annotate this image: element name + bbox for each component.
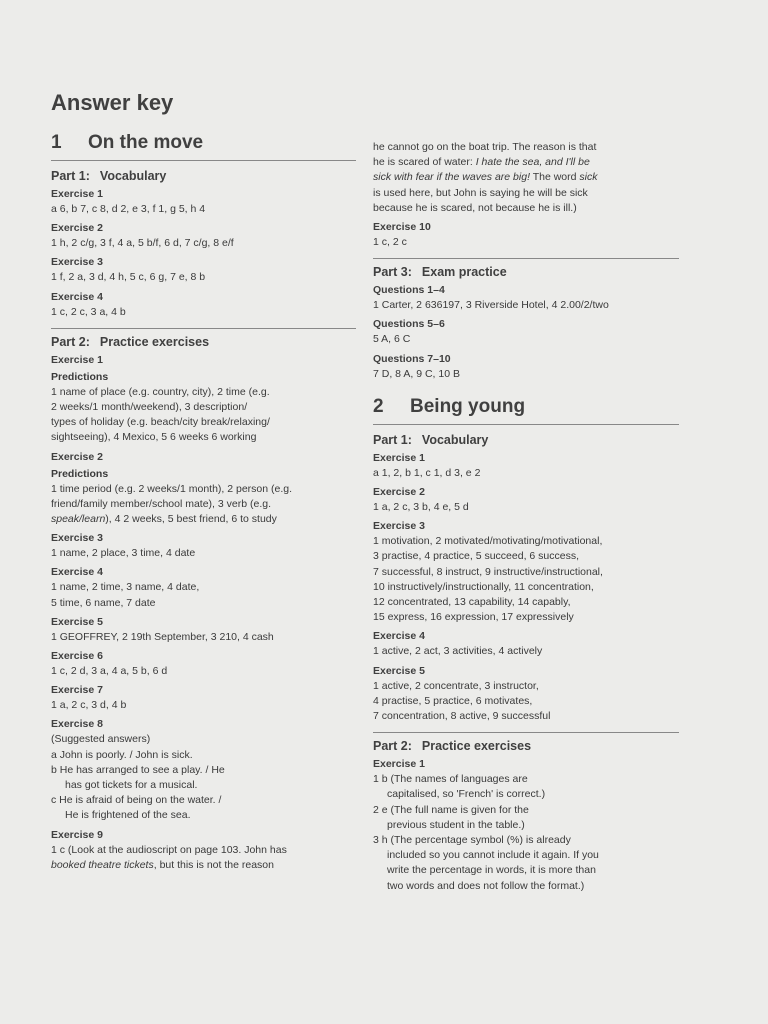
unit-number: 1	[51, 132, 62, 153]
answer-line: c He is afraid of being on the water. /	[51, 794, 222, 807]
answer-line: 1 f, 2 a, 3 d, 4 h, 5 c, 6 g, 7 e, 8 b	[51, 271, 206, 284]
answer-line: capitalised, so 'French' is correct.)	[387, 788, 546, 801]
left-column	[51, 132, 356, 873]
exercise-title: Exercise 4	[373, 630, 425, 643]
part-name: Practice exercises	[421, 739, 532, 754]
exercise-title: Exercise 10	[373, 221, 431, 234]
exercise-block	[373, 451, 679, 481]
answer-line: a 6, b 7, c 8, d 2, e 3, f 1, g 5, h 4	[51, 203, 206, 215]
exercise-block	[51, 221, 356, 251]
exercise-title: Exercise 1	[373, 758, 425, 771]
answer-text: ), 4 2 weeks, 5 best friend, 6 to study	[105, 513, 277, 526]
answer-text: , but this is not the reason	[153, 858, 274, 871]
exercise-block	[373, 519, 679, 625]
answer-line: he cannot go on the boat trip. The reason is that	[373, 141, 597, 153]
exercise-title: Exercise 2	[51, 450, 103, 463]
answer-line: 3 practise, 4 practice, 5 succeed, 6 success,	[373, 550, 580, 563]
exercise-answers	[51, 385, 356, 446]
answer-line: types of holiday (e.g. beach/city break/relaxing/	[51, 416, 270, 429]
answer-text: The word	[529, 171, 580, 184]
part-label: Part 2:	[51, 334, 90, 349]
answer-line: 1 a, 2 c, 3 d, 4 b	[51, 699, 127, 712]
page-title: Answer key	[51, 90, 174, 115]
exercise-block	[51, 565, 356, 610]
exercise-block	[51, 187, 356, 217]
answer-line: included so you cannot include it again. If you	[387, 849, 599, 862]
answer-text: he is scared of water:	[373, 156, 476, 169]
answer-line: 1 GEOFFREY, 2 19th September, 3 210, 4 cash	[51, 630, 274, 643]
answer-line: 1 name, 2 time, 3 name, 4 date,	[51, 581, 200, 594]
answer-line: 1 c, 2 c	[373, 236, 407, 249]
exercise-title: Exercise 3	[373, 520, 425, 533]
exercise-title: Exercise 1	[51, 188, 103, 200]
answer-line: 1 name, 2 place, 3 time, 4 date	[51, 547, 196, 560]
exercise-title: Exercise 5	[373, 664, 425, 677]
exercise-title: Questions 1–4	[373, 284, 445, 297]
part-name: Vocabulary	[99, 169, 167, 183]
answer-line: sightseeing), 4 Mexico, 5 6 weeks 6 working	[51, 431, 257, 444]
part-heading	[51, 169, 356, 183]
part-heading	[373, 732, 679, 753]
exercise-block	[51, 353, 356, 446]
exercise-block	[51, 615, 356, 645]
exercise-9-continued	[373, 140, 679, 216]
answer-line: 5 time, 6 name, 7 date	[51, 596, 156, 609]
exercise-title: Exercise 4	[51, 566, 103, 579]
exercise-title: Exercise 1	[51, 353, 103, 366]
part-label: Part 2:	[373, 739, 412, 754]
answer-line: 15 express, 16 expression, 17 expressively	[373, 611, 574, 624]
answer-line: 1 a, 2 c, 3 b, 4 e, 5 d	[373, 501, 469, 514]
answer-line: 1 motivation, 2 motivated/motivating/motivational,	[373, 535, 603, 548]
answer-line: 2 weeks/1 month/weekend), 3 description/	[51, 401, 248, 414]
answer-line: 1 name of place (e.g. country, city), 2 time (e.g.	[51, 385, 270, 398]
unit-1-heading	[51, 132, 356, 161]
exercise-block	[373, 283, 679, 313]
part-label: Part 1:	[373, 432, 412, 447]
exercise-block	[51, 255, 356, 285]
exercise-block	[373, 757, 679, 894]
answer-line: 7 concentration, 8 active, 9 successful	[373, 710, 551, 723]
part-name: Vocabulary	[421, 432, 489, 447]
exercise-block	[51, 717, 356, 823]
italic-text: sick	[579, 171, 598, 184]
answer-line: 1 Carter, 2 636197, 3 Riverside Hotel, 4 2.00/2/two	[373, 299, 609, 312]
answer-line: 1 c (Look at the audioscript on page 103. John has	[51, 843, 287, 856]
exercise-title: Exercise 3	[51, 256, 103, 269]
left-part1-exercises	[51, 187, 356, 320]
exercise-answers	[51, 732, 356, 823]
answer-line: 2 e (The full name is given for the	[373, 803, 529, 816]
unit-title: On the move	[88, 132, 204, 153]
exercise-block	[51, 828, 356, 873]
exercise-block	[373, 352, 679, 382]
answer-line: a 1, 2, b 1, c 1, d 3, e 2	[373, 466, 481, 479]
right-part3-questions	[373, 283, 679, 382]
exercise-block	[51, 290, 356, 320]
answer-line: two words and does not follow the format.)	[387, 879, 585, 892]
exercise-title: Exercise 2	[51, 222, 103, 235]
answer-line: (Suggested answers)	[51, 733, 151, 746]
part-heading	[373, 258, 679, 279]
answer-line: 1 c, 2 d, 3 a, 4 a, 5 b, 6 d	[51, 665, 168, 678]
exercise-block	[373, 664, 679, 725]
exercise-block	[373, 629, 679, 659]
predictions-label: Predictions	[51, 467, 109, 480]
exercise-title: Exercise 7	[51, 684, 103, 697]
exercise-title: Exercise 9	[51, 828, 103, 841]
exercise-title: Exercise 2	[373, 486, 425, 499]
answer-line: 5 A, 6 C	[373, 333, 411, 346]
answer-line: friend/family member/school mate), 3 verb (e.g.	[51, 497, 271, 510]
answer-line: 7 D, 8 A, 9 C, 10 B	[373, 367, 460, 380]
part-name: Exam practice	[421, 265, 507, 280]
answer-line: He is frightened of the sea.	[65, 809, 191, 822]
italic-text: sick with fear if the waves are big!	[373, 171, 530, 184]
part-heading	[51, 328, 356, 349]
exercise-block	[51, 683, 356, 713]
exercise-title: Exercise 3	[51, 532, 103, 545]
answer-line: 1 time period (e.g. 2 weeks/1 month), 2 person (e.g.	[51, 482, 293, 495]
answer-line: write the percentage in words, it is more than	[387, 864, 596, 877]
exercise-block	[373, 485, 679, 515]
unit-number: 2	[373, 395, 384, 417]
exercise-block	[373, 317, 679, 347]
exercise-title: Questions 5–6	[373, 318, 445, 331]
italic-text: speak/learn	[51, 513, 106, 526]
answer-line: 12 concentrated, 13 capability, 14 capably,	[373, 596, 571, 609]
answer-line: 1 active, 2 act, 3 activities, 4 actively	[373, 645, 543, 658]
left-part2-exercises	[51, 531, 356, 713]
answer-line: 7 successful, 8 instruct, 9 instructive/instructional,	[373, 565, 603, 578]
right-part1-exercises	[373, 451, 679, 724]
exercise-title: Exercise 4	[51, 290, 103, 303]
exercise-title: Exercise 5	[51, 615, 103, 628]
exercise-title: Questions 7–10	[373, 352, 451, 365]
answer-line: b He has arranged to see a play. / He	[51, 763, 225, 776]
answer-line: 1 h, 2 c/g, 3 f, 4 a, 5 b/f, 6 d, 7 c/g, 8 e/f	[51, 237, 234, 250]
answer-line	[373, 170, 679, 185]
exercise-title: Exercise 1	[373, 451, 425, 464]
italic-text: booked theatre tickets	[51, 858, 154, 871]
exercise-block	[373, 220, 679, 250]
answer-line: 1 b (The names of languages are	[373, 773, 528, 786]
answer-line: is used here, but John is saying he will be sick	[373, 186, 588, 199]
predictions-label: Predictions	[51, 370, 109, 383]
exercise-block	[51, 649, 356, 679]
answer-line	[51, 512, 356, 527]
answer-line: 3 h (The percentage symbol (%) is already	[373, 834, 571, 847]
answer-line: because he is scared, not because he is ill.)	[373, 201, 577, 214]
answer-line: 10 instructively/instructionally, 11 concentration,	[373, 580, 594, 593]
exercise-title: Exercise 6	[51, 650, 103, 663]
answer-line: has got tickets for a musical.	[65, 779, 198, 792]
part-label: Part 3:	[373, 265, 412, 280]
exercise-block	[51, 531, 356, 561]
answer-line: a John is poorly. / John is sick.	[51, 748, 193, 761]
unit-2-heading	[373, 396, 679, 425]
answer-line: 1 active, 2 concentrate, 3 instructor,	[373, 679, 539, 692]
italic-text: I hate the sea, and I'll be	[475, 156, 590, 169]
answer-line: previous student in the table.)	[387, 818, 525, 831]
exercise-block	[51, 450, 356, 528]
answer-line: 1 c, 2 c, 3 a, 4 b	[51, 305, 126, 318]
part-name: Practice exercises	[99, 334, 210, 349]
exercise-answers	[373, 772, 679, 894]
part-label: Part 1:	[51, 169, 90, 183]
answer-line	[51, 858, 356, 873]
part-heading	[373, 433, 679, 447]
right-column	[373, 132, 679, 894]
answer-line	[373, 155, 679, 170]
answer-line: 4 practise, 5 practice, 6 motivates,	[373, 694, 533, 707]
exercise-title: Exercise 8	[51, 718, 103, 731]
unit-title: Being young	[410, 395, 526, 417]
